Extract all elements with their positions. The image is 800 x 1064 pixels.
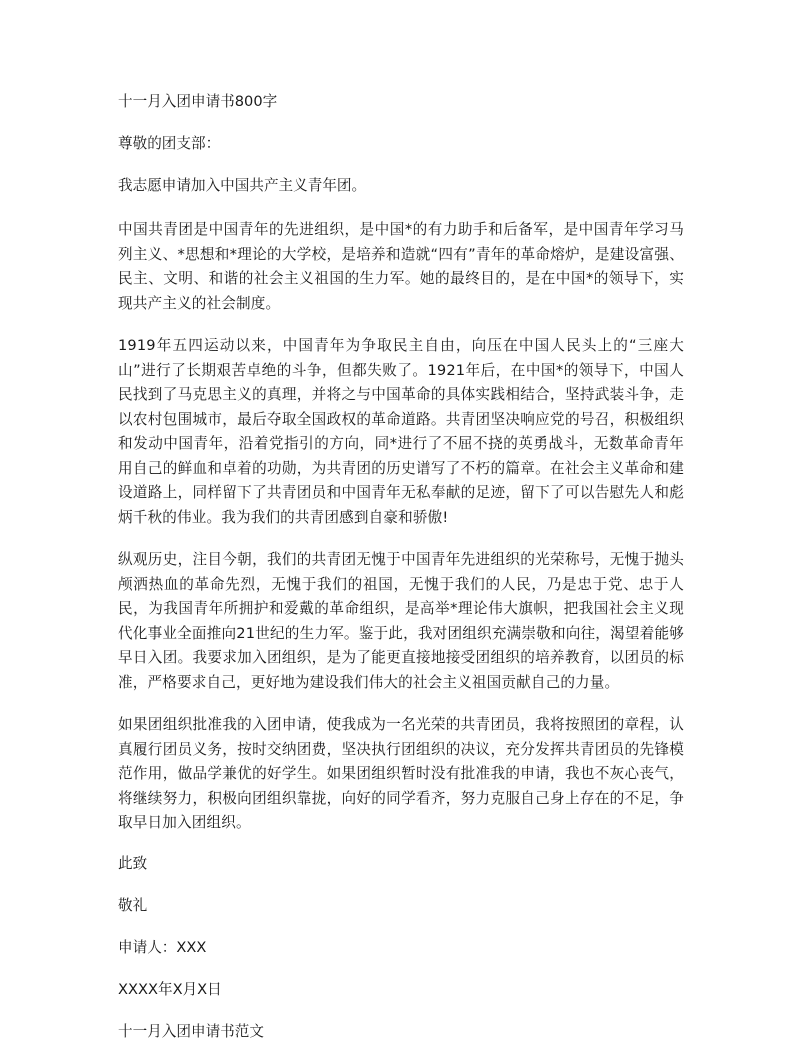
closing-salute-1: 此致 bbox=[118, 854, 148, 872]
body-paragraph-2: 1919年五四运动以来，中国青年为争取民主自由，向压在中国人民头上的“三座大山”进行了长期艰苦卓绝的斗争，但都失败了。1921年后，在中国*的领导下，中国人民找到了马克思主义的真理，并将之与中国革命的具体实践相结合，坚持武装斗争，走以农村包围城市，最后夺取全国政权的革命道路。共青团坚决响应党的号召，积极组织和发动中国青年，沿着党指引的方向，同*进行了不屈不挠的英勇战斗，无数革命青年用自己的鲜血和卓着的功勋，为共青团的历史谱写了不朽的篇章。在社会主义革命和建设道路上，同样留下了共青团员和中国青年无私奉献的足迹，留下了可以告慰先人和彪炳千秋的伟业。我为我们的共青团感到自豪和骄傲! bbox=[118, 337, 684, 526]
footer-title: 十一月入团申请书范文 bbox=[118, 1022, 264, 1040]
closing-salute-2: 敬礼 bbox=[118, 896, 148, 914]
applicant-line: 申请人：XXX bbox=[118, 938, 207, 956]
body-paragraph-4: 如果团组织批准我的入团申请，使我成为一名光荣的共青团员，我将按照团的章程，认真履行团员义务，按时交纳团费，坚决执行团组织的决议，充分发挥共青团员的先锋模范作用，做品学兼优的好学生。如果团组织暂时没有批准我的申请，我也不灰心丧气，将继续努力，积极向团组织靠拢，向好的同学看齐，努力克服自己身上存在的不足，争取早日加入团组织。 bbox=[118, 716, 684, 831]
intro-line: 我志愿申请加入中国共产主义青年团。 bbox=[118, 177, 367, 194]
date-line: XXXX年X月X日 bbox=[118, 980, 222, 998]
document-title: 十一月入团申请书800字 bbox=[118, 93, 278, 110]
body-paragraph-1: 中国共青团是中国青年的先进组织，是中国*的有力助手和后备军，是中国青年学习马列主义、*思想和*理论的大学校，是培养和造就“四有”青年的革命熔炉，是建设富强、民主、文明、和谐的社会主义祖国的生力军。她的最终目的，是在中国*的领导下，实现共产主义的社会制度。 bbox=[118, 221, 685, 312]
body-paragraph-3: 纵观历史，注目今朝，我们的共青团无愧于中国青年先进组织的光荣称号，无愧于抛头颅洒热血的革命先烈，无愧于我们的祖国，无愧于我们的人民，乃是忠于党、忠于人民，为我国青年所拥护和爱戴的革命组织，是高举*理论伟大旗帜，把我国社会主义现代化事业全面推向21世纪的生力军。鉴于此，我对团组织充满崇敬和向往，渴望着能够早日入团。我要求加入团组织，是为了能更直接地接受团组织的培养教育，以团员的标准，严格要求自己，更好地为建设我们伟大的社会主义祖国贡献自己的力量。 bbox=[118, 551, 684, 691]
salutation: 尊敬的团支部： bbox=[118, 135, 221, 152]
document-page bbox=[118, 92, 684, 1064]
